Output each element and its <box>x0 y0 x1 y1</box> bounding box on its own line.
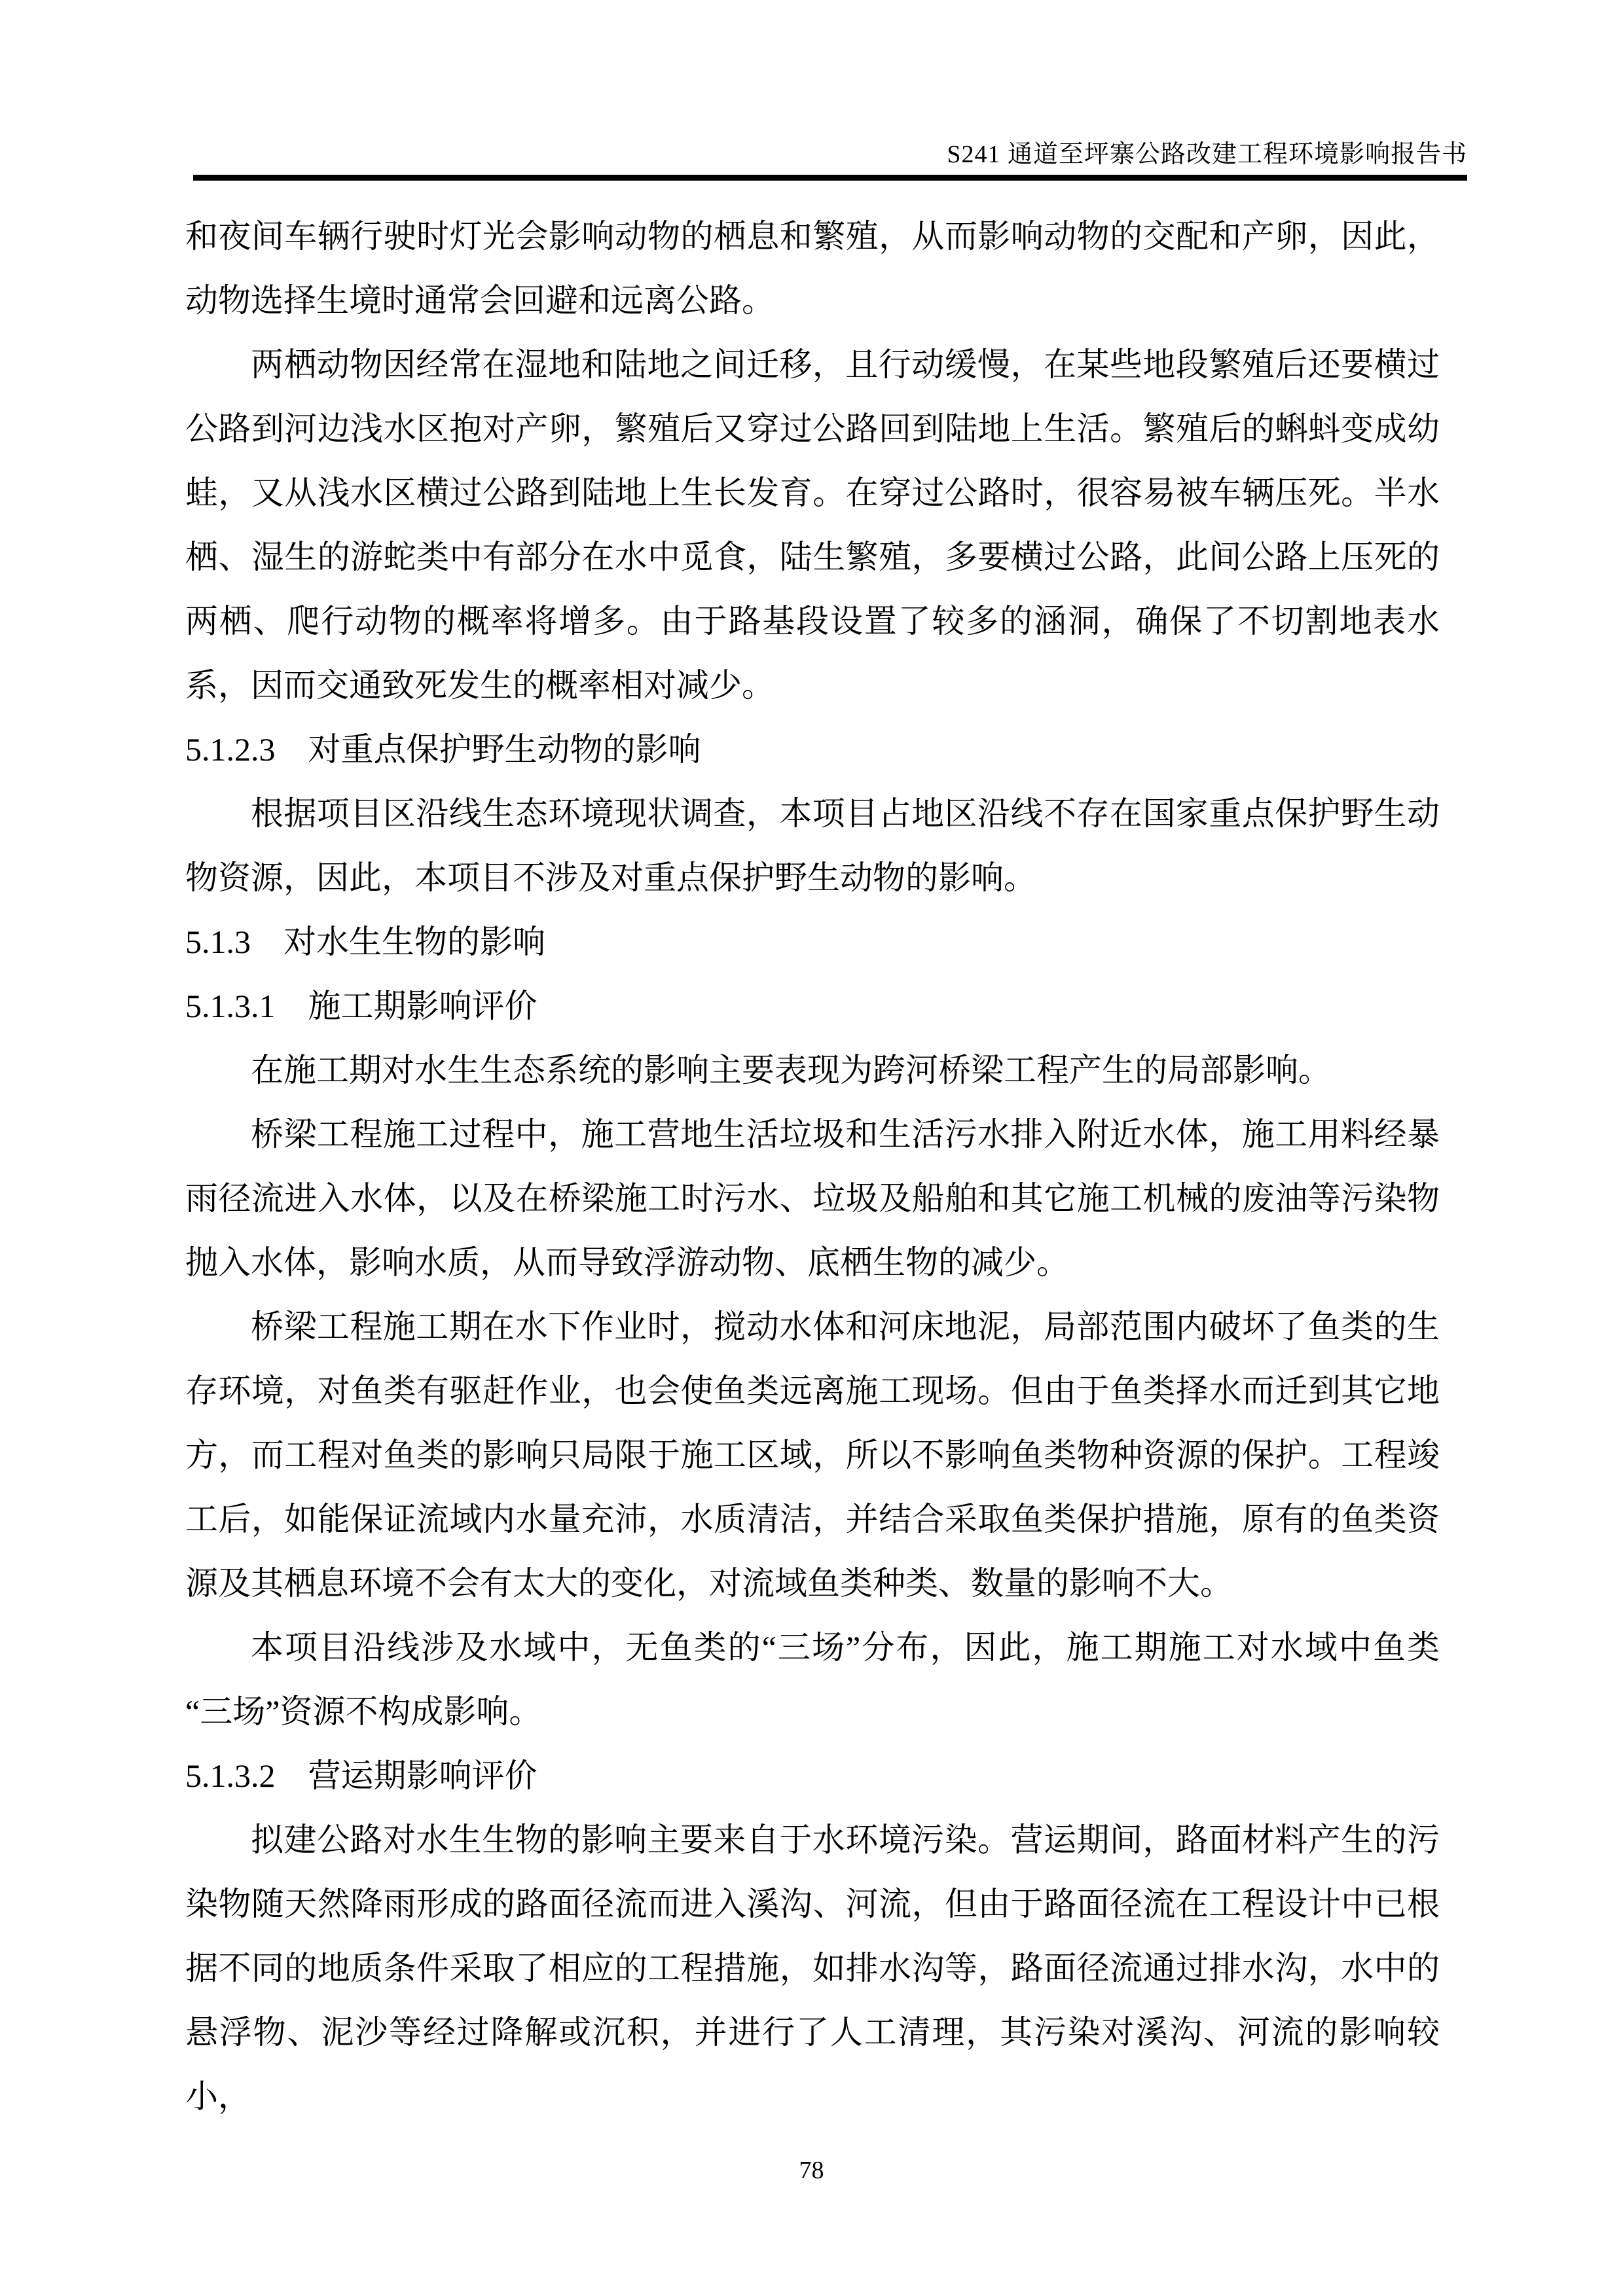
section-heading <box>185 910 1440 974</box>
paragraph: 拟建公路对水生生物的影响主要来自于水环境污染。营运期间，路面材料产生的污染物随天然降雨形成的路面径流而进入溪沟、河流，但由于路面径流在工程设计中已根据不同的地质条件采取了相应的工程措施，如排水沟等，路面径流通过排水沟，水中的悬浮物、泥沙等经过降解或沉积，并进行了人工清理，其污染对溪沟、河流的影响较小， <box>185 1821 1440 2115</box>
heading-title: 营运期影响评价 <box>308 1757 538 1794</box>
page-number: 78 <box>799 2157 824 2184</box>
heading-number: 5.1.3.2 <box>185 1757 276 1794</box>
heading-number: 5.1.2.3 <box>185 731 276 768</box>
section-heading <box>185 717 1440 781</box>
heading-number: 5.1.3.1 <box>185 988 276 1024</box>
section-heading <box>185 974 1440 1038</box>
paragraph: 桥梁工程施工期在水下作业时，搅动水体和河床地泥，局部范围内破坏了鱼类的生存环境，对鱼类有驱赶作业，也会使鱼类远离施工现场。但由于鱼类择水而迁到其它地方，而工程对鱼类的影响只局限于施工区域，所以不影响鱼类物种资源的保护。工程竣工后，如能保证流域内水量充沛，水质清洁，并结合采取鱼类保护措施，原有的鱼类资源及其栖息环境不会有太大的变化，对流域鱼类种类、数量的影响不大。 <box>185 1308 1440 1602</box>
paragraph: 本项目沿线涉及水域中，无鱼类的“三场”分布，因此，施工期施工对水域中鱼类“三场”资源不构成影响。 <box>185 1629 1440 1730</box>
body-text <box>185 204 1440 2128</box>
heading-title: 施工期影响评价 <box>308 988 538 1024</box>
paragraph: 和夜间车辆行驶时灯光会影响动物的栖息和繁殖，从而影响动物的交配和产卵，因此，动物选择生境时通常会回避和远离公路。 <box>185 218 1440 319</box>
page-header <box>187 139 1467 170</box>
section-heading <box>185 1744 1440 1808</box>
heading-number: 5.1.3 <box>185 924 251 960</box>
paragraph: 根据项目区沿线生态环境现状调查，本项目占地区沿线不存在国家重点保护野生动物资源，因此，本项目不涉及对重点保护野生动物的影响。 <box>185 795 1440 896</box>
paragraph: 两栖动物因经常在湿地和陆地之间迁移，且行动缓慢，在某些地段繁殖后还要横过公路到河边浅水区抱对产卵，繁殖后又穿过公路回到陆地上生活。繁殖后的蝌蚪变成幼蛙，又从浅水区横过公路到陆地上生长发育。在穿过公路时，很容易被车辆压死。半水栖、湿生的游蛇类中有部分在水中觅食，陆生繁殖，多要横过公路，此间公路上压死的两栖、爬行动物的概率将增多。由于路基段设置了较多的涵洞，确保了不切割地表水系，因而交通致死发生的概率相对减少。 <box>185 346 1440 704</box>
paragraph: 桥梁工程施工过程中，施工营地生活垃圾和生活污水排入附近水体，施工用料经暴雨径流进入水体，以及在桥梁施工时污水、垃圾及船舶和其它施工机械的废油等污染物抛入水体，影响水质，从而导致浮游动物、底栖生物的减少。 <box>185 1116 1440 1281</box>
paragraph: 在施工期对水生生态系统的影响主要表现为跨河桥梁工程产生的局部影响。 <box>251 1052 1331 1088</box>
heading-title: 对水生生物的影响 <box>283 924 545 960</box>
header-divider-rule <box>193 175 1467 181</box>
header-title: S241 通道至坪寨公路改建工程环境影响报告书 <box>947 141 1467 168</box>
page-footer <box>0 2155 1623 2186</box>
heading-title: 对重点保护野生动物的影响 <box>308 731 701 768</box>
